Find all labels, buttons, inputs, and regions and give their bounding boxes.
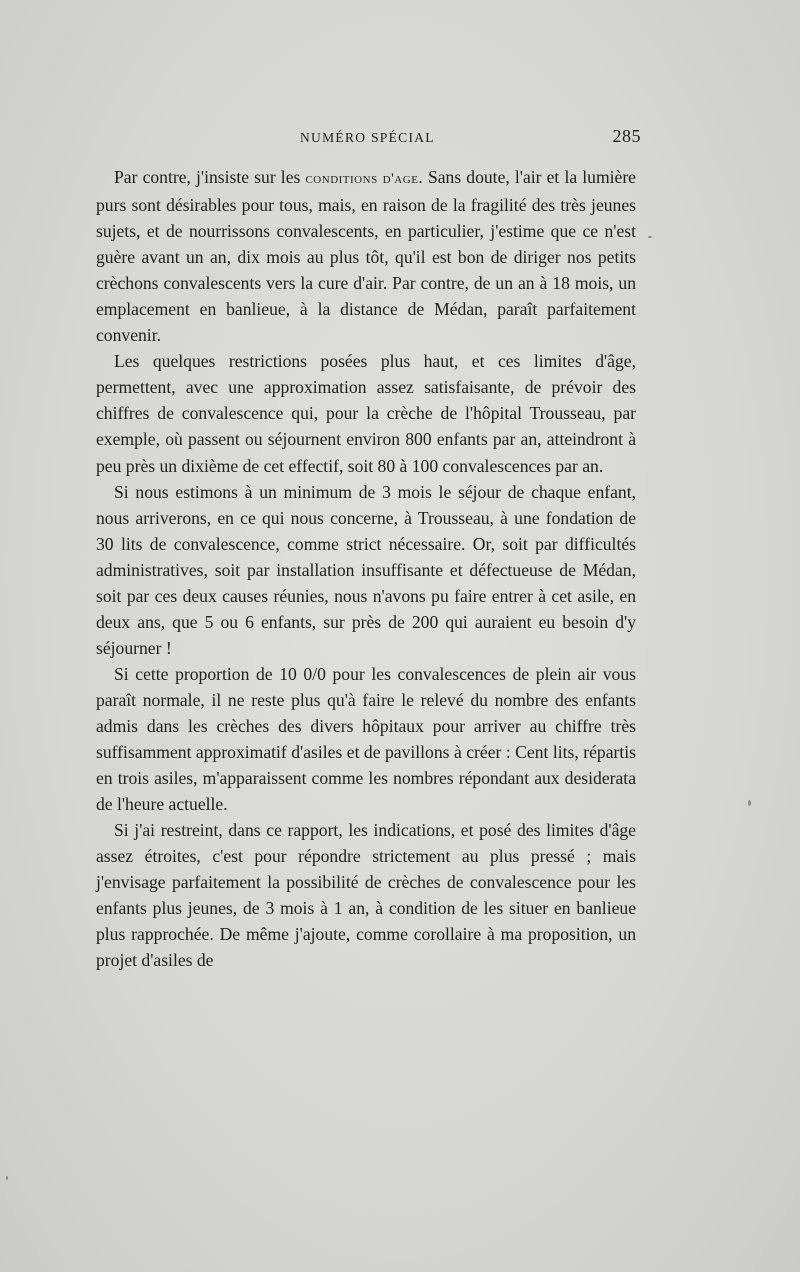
page-header xyxy=(115,126,641,150)
paragraph-1-part-2: . Sans doute, l'air et la lumière purs sont désirables pour tous, mais, en raison de la fragilité des très jeunes sujets, et de nourrissons convalescents, en particulier, j'estime que ce n'est guère avant un an, dix mois au plus tôt, qu'il est bon de diriger nos petits crèchons convalescents vers la cure d'air. Par contre, de un an à 18 mois, un emplacement en banlieue, à la distance de Médan, paraît parfaitement convenir. xyxy=(96,167,636,346)
paragraph-1-part-1: Par contre, j'insiste sur les xyxy=(114,167,306,187)
paragraph-3: Si nous estimons à un minimum de 3 mois le séjour de chaque enfant, nous arriverons, en ce qui nous concerne, à Trousseau, à une fondation de 30 lits de convalescence, comme strict nécessaire. Or, soit par difficultés administratives, soit par installation insuffisante et défectueuse de Médan, soit par ces deux causes réunies, nous n'avons pu faire entrer à cet asile, en deux ans, que 5 ou 6 enfants, sur près de 200 qui auraient eu besoin d'y séjourner ! xyxy=(96,481,636,658)
conditions-d-age-small-caps: conditions d'age xyxy=(305,171,419,187)
paragraph-2: Les quelques restrictions posées plus haut, et ces limites d'âge, permettent, avec une approximation assez satisfaisante, de prévoir des chiffres de convalescence qui, pour la crèche de l'hôpital Trousseau, par exemple, où passent ou séjournent environ 800 enfants par an, atteindront à peu près un dixième de cet effectif, soit 80 à 100 convalescences par an. xyxy=(96,351,636,476)
page-number: 285 xyxy=(612,126,641,146)
body-text xyxy=(96,164,636,973)
margin-speck xyxy=(748,800,751,806)
margin-speck xyxy=(6,1176,8,1180)
paragraph-5: Si j'ai restreint, dans ce rapport, les indications, et posé des limites d'âge assez étroites, c'est pour répondre strictement au plus pressé ; mais j'envisage parfaitement la possibilité de crèches de convalescence pour les enfants plus jeunes, de 3 mois à 1 an, à condition de les situer en banlieue plus rapprochée. De même j'ajoute, comme corollaire à ma proposition, un projet d'asiles de xyxy=(96,820,636,971)
paragraph-4: Si cette proportion de 10 0/0 pour les convalescences de plein air vous paraît normale, il ne reste plus qu'à faire le relevé du nombre des enfants admis dans les crèches des divers hôpitaux pour arriver au chiffre très suffisamment approximatif d'asiles et de pavillons à créer : Cent lits, répartis en trois asiles, m'apparaissent comme les nombres répondant aux desiderata de l'heure actuelle. xyxy=(96,663,636,815)
paragraph-1 xyxy=(96,164,636,348)
margin-speck xyxy=(648,236,652,238)
running-head: NUMÉRO SPÉCIAL xyxy=(300,130,435,145)
